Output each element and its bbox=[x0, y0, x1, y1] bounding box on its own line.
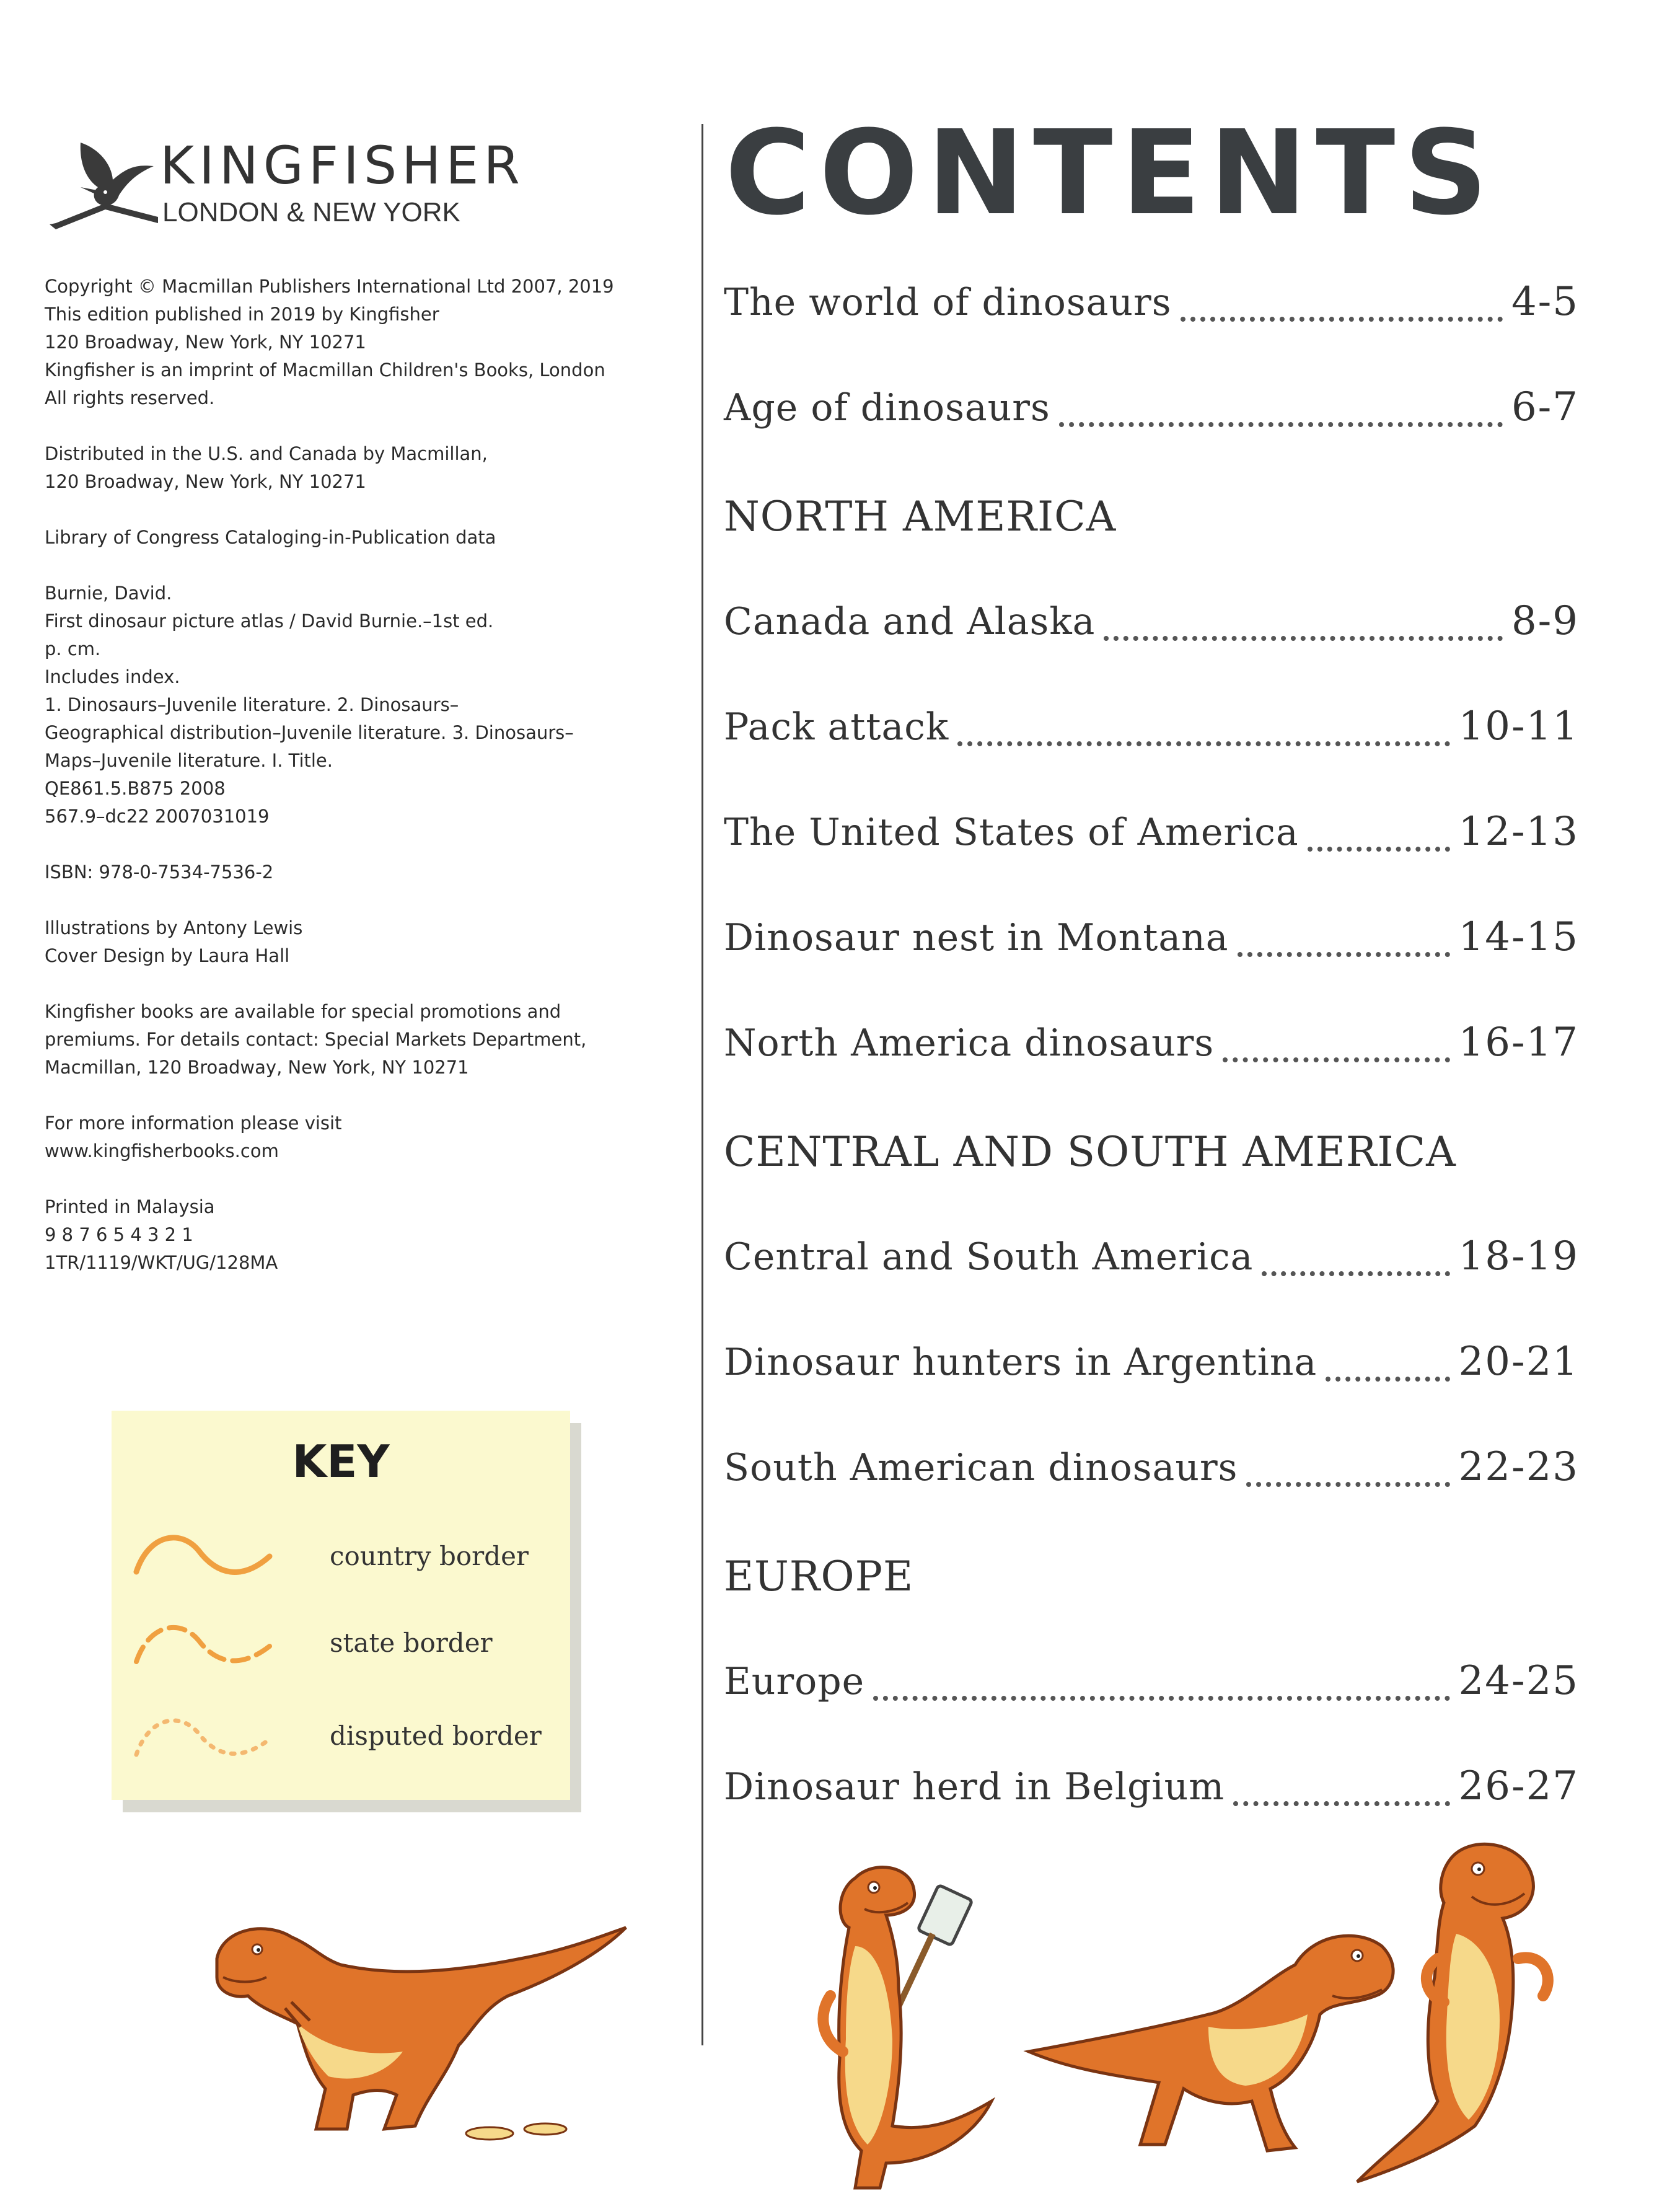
toc-entry[interactable] bbox=[724, 279, 1579, 335]
dot-leader bbox=[1262, 1271, 1449, 1276]
credits-paragraph bbox=[45, 914, 652, 970]
key-label: country border bbox=[330, 1541, 529, 1571]
isbn-paragraph bbox=[45, 858, 652, 886]
website-paragraph bbox=[45, 1109, 652, 1165]
dot-leader bbox=[1246, 1482, 1449, 1487]
t-rex-with-shovel-illustration bbox=[806, 1853, 1029, 2200]
toc-entry-title: Age of dinosaurs bbox=[724, 386, 1050, 430]
imprint-line: Geographical distribution–Juvenile literature. 3. Dinosaurs– bbox=[45, 722, 574, 743]
imprint-line: 120 Broadway, New York, NY 10271 bbox=[45, 332, 366, 353]
dot-leader bbox=[873, 1696, 1449, 1701]
toc-entry[interactable] bbox=[724, 1339, 1579, 1395]
isbn: ISBN: 978-0-7534-7536-2 bbox=[45, 862, 274, 883]
t-rex-flexing-illustration bbox=[1345, 1835, 1593, 2207]
imprint-line: Macmillan, 120 Broadway, New York, NY 10271 bbox=[45, 1057, 469, 1078]
imprint-line: 120 Broadway, New York, NY 10271 bbox=[45, 471, 366, 492]
toc-entry[interactable] bbox=[724, 914, 1579, 970]
imprint-line: Kingfisher books are available for special promotions and bbox=[45, 1001, 561, 1022]
toc-entry-pages: 14-15 bbox=[1458, 914, 1579, 960]
imprint-line: 1TR/1119/WKT/UG/128MA bbox=[45, 1252, 278, 1273]
imprint-line: Includes index. bbox=[45, 666, 180, 687]
imprint-line: Maps–Juvenile literature. I. Title. bbox=[45, 750, 333, 771]
cataloging-paragraph bbox=[45, 524, 652, 552]
publisher-name: KINGFISHER bbox=[160, 135, 525, 196]
website-link[interactable]: www.kingfisherbooks.com bbox=[45, 1140, 279, 1162]
key-label: disputed border bbox=[330, 1721, 542, 1751]
toc-entry-title: Central and South America bbox=[724, 1235, 1254, 1279]
toc-section-heading: EUROPE bbox=[724, 1553, 914, 1600]
toc-entry-pages: 18-19 bbox=[1458, 1233, 1579, 1279]
contents-title: CONTENTS bbox=[725, 105, 1497, 241]
toc-entry-pages: 16-17 bbox=[1458, 1020, 1579, 1065]
printing-paragraph bbox=[45, 1193, 652, 1277]
imprint-line: Library of Congress Cataloging-in-Publication data bbox=[45, 527, 496, 548]
toc-entry[interactable] bbox=[724, 1658, 1579, 1714]
dot-leader bbox=[1104, 636, 1502, 641]
state-border-symbol bbox=[130, 1609, 279, 1677]
disputed-border-symbol bbox=[130, 1702, 279, 1770]
imprint-line: p. cm. bbox=[45, 638, 101, 659]
publisher-logo bbox=[43, 124, 525, 242]
toc-entry[interactable] bbox=[724, 1233, 1579, 1289]
toc-entry-title: South American dinosaurs bbox=[724, 1446, 1238, 1489]
toc-entry-pages: 8-9 bbox=[1511, 598, 1579, 644]
toc-entry[interactable] bbox=[724, 1763, 1579, 1819]
toc-entry-pages: 10-11 bbox=[1458, 703, 1579, 749]
imprint-line: First dinosaur picture atlas / David Burnie.–1st ed. bbox=[45, 611, 494, 632]
toc-entry-title: Europe bbox=[724, 1660, 865, 1703]
column-divider bbox=[701, 124, 703, 2045]
toc-entry-title: Pack attack bbox=[724, 705, 949, 749]
toc-entry-title: North America dinosaurs bbox=[724, 1021, 1215, 1065]
imprint-line: Cover Design by Laura Hall bbox=[45, 945, 290, 966]
toc-entry[interactable] bbox=[724, 384, 1579, 440]
toc-entry[interactable] bbox=[724, 1020, 1579, 1075]
imprint-line: 9 8 7 6 5 4 3 2 1 bbox=[45, 1224, 193, 1245]
imprint-line: Illustrations by Antony Lewis bbox=[45, 917, 303, 938]
kingfisher-bird-icon bbox=[43, 130, 167, 236]
toc-entry[interactable] bbox=[724, 1444, 1579, 1500]
toc-entry-pages: 24-25 bbox=[1458, 1658, 1579, 1704]
toc-entry-title: Dinosaur nest in Montana bbox=[724, 916, 1229, 959]
imprint-line: Burnie, David. bbox=[45, 583, 172, 604]
toc-entry-title: Canada and Alaska bbox=[724, 600, 1096, 643]
toc-entry-pages: 12-13 bbox=[1458, 809, 1579, 855]
toc-entry[interactable] bbox=[724, 703, 1579, 759]
key-title: KEY bbox=[292, 1435, 390, 1488]
toc-section-heading: NORTH AMERICA bbox=[724, 493, 1117, 540]
toc-entry-pages: 26-27 bbox=[1458, 1763, 1579, 1809]
toc-entry[interactable] bbox=[724, 809, 1579, 865]
imprint-line: premiums. For details contact: Special Markets Department, bbox=[45, 1029, 587, 1050]
imprint-line: All rights reserved. bbox=[45, 387, 215, 408]
toc-entry-title: Dinosaur hunters in Argentina bbox=[724, 1341, 1317, 1384]
toc-entry-pages: 20-21 bbox=[1458, 1339, 1579, 1385]
toc-entry-title: The United States of America bbox=[724, 811, 1299, 854]
imprint-line: Distributed in the U.S. and Canada by Macmillan, bbox=[45, 443, 488, 464]
dot-leader bbox=[1223, 1057, 1449, 1062]
imprint-line: Kingfisher is an imprint of Macmillan Children's Books, London bbox=[45, 359, 605, 381]
promotions-paragraph bbox=[45, 998, 652, 1082]
imprint-line: For more information please visit bbox=[45, 1113, 342, 1134]
publisher-cities: LONDON & NEW YORK bbox=[162, 197, 460, 227]
t-rex-walking-illustration bbox=[198, 1890, 632, 2151]
map-key-panel bbox=[112, 1411, 570, 1800]
toc-entry[interactable] bbox=[724, 598, 1579, 654]
copyright-page-text bbox=[45, 273, 652, 1305]
toc-entry-title: The world of dinosaurs bbox=[724, 281, 1172, 324]
key-label: state border bbox=[330, 1628, 493, 1658]
imprint-line: Copyright © Macmillan Publishers International Ltd 2007, 2019 bbox=[45, 276, 614, 297]
dot-leader bbox=[1308, 847, 1450, 852]
imprint-line: 567.9–dc22 2007031019 bbox=[45, 806, 270, 827]
toc-entry-pages: 22-23 bbox=[1458, 1444, 1579, 1490]
toc-entry-pages: 4-5 bbox=[1511, 279, 1579, 325]
dot-leader bbox=[1326, 1377, 1449, 1382]
copyright-paragraph bbox=[45, 273, 652, 412]
dot-leader bbox=[1181, 317, 1503, 322]
imprint-line: This edition published in 2019 by Kingfisher bbox=[45, 304, 439, 325]
imprint-line: Printed in Malaysia bbox=[45, 1196, 215, 1217]
country-border-symbol bbox=[130, 1522, 279, 1590]
imprint-line: 1. Dinosaurs–Juvenile literature. 2. Dinosaurs– bbox=[45, 694, 459, 715]
dot-leader bbox=[957, 741, 1449, 746]
dot-leader bbox=[1059, 422, 1503, 427]
imprint-line: QE861.5.B875 2008 bbox=[45, 778, 226, 799]
toc-entry-title: Dinosaur herd in Belgium bbox=[724, 1765, 1225, 1809]
toc-entry-pages: 6-7 bbox=[1511, 384, 1579, 430]
dot-leader bbox=[1238, 952, 1450, 957]
cip-paragraph bbox=[45, 580, 652, 831]
distribution-paragraph bbox=[45, 440, 652, 496]
toc-section-heading: CENTRAL AND SOUTH AMERICA bbox=[724, 1128, 1456, 1176]
dot-leader bbox=[1233, 1801, 1449, 1806]
